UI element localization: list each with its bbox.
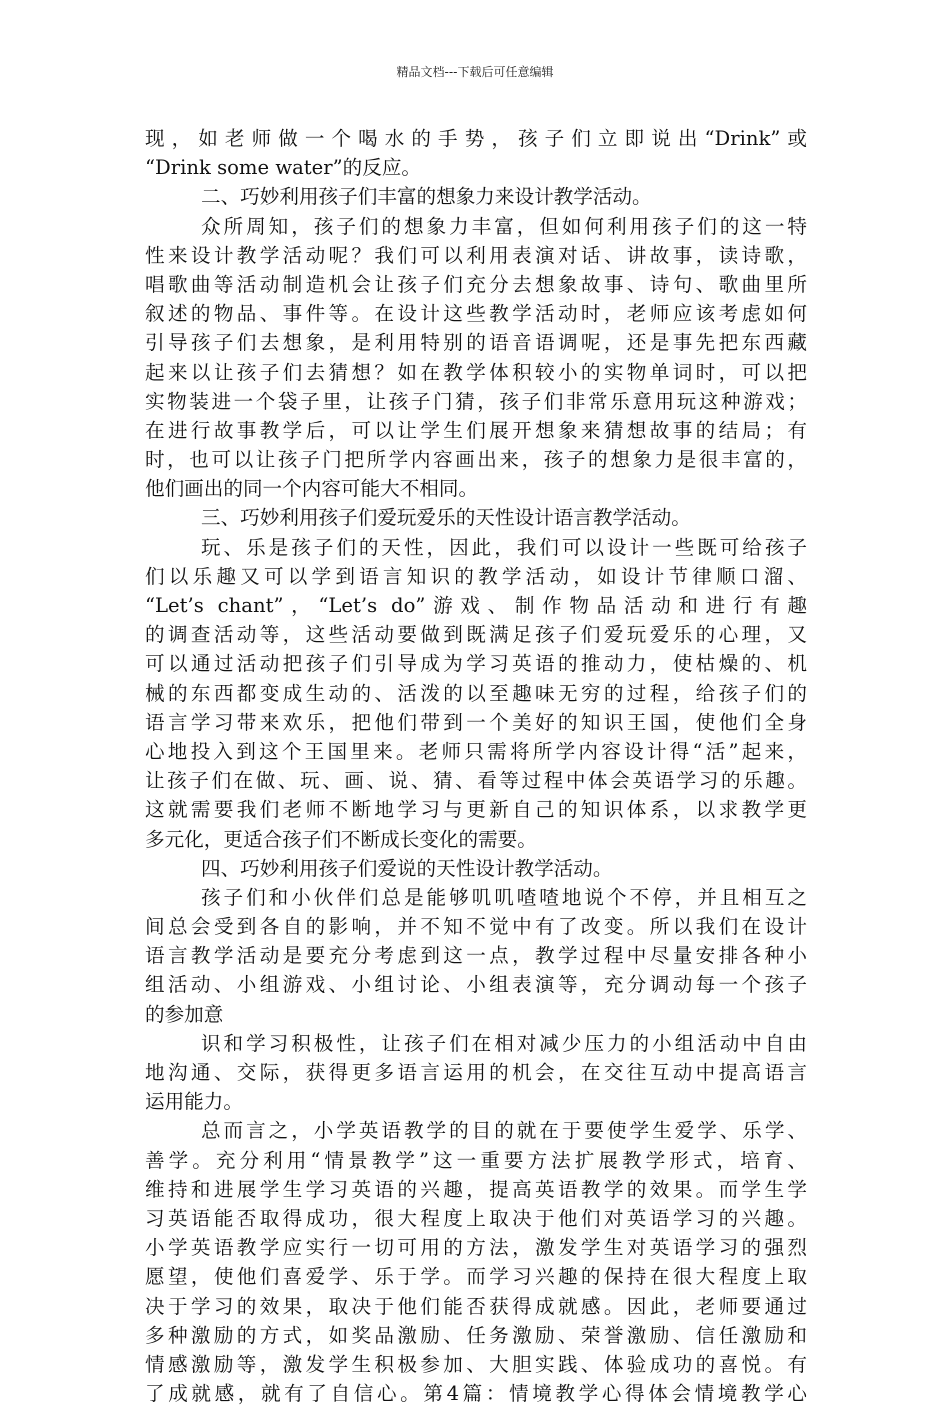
- text-line: 维持和进展学生学习英语的兴趣，提高英语教学的效果。而学生学: [145, 1177, 807, 1201]
- text-line: 小学英语教学应实行一切可用的方法，激发学生对英语学习的强烈: [145, 1236, 807, 1260]
- text-line: “Let’s chant”，“Let’s do”游戏、制作物品活动和进行有趣: [145, 594, 807, 617]
- text-line: 械的东西都变成生动的、活泼的以至趣味无穷的过程，给孩子们的: [145, 681, 807, 705]
- text-line: 地沟通、交际，获得更多语言运用的机会，在交往互动中提高语言: [145, 1061, 807, 1084]
- text-line: 引导孩子们去想象，是利用特别的语音语调呢，还是事先把东西藏: [145, 331, 807, 355]
- text-line: 在进行故事教学后，可以让学生们展开想象来猜想故事的结局；有: [145, 418, 807, 442]
- text-line: 时，也可以让孩子门把所学内容画出来，孩子的想象力是很丰富的，: [145, 448, 807, 472]
- text-line: 多元化，更适合孩子们不断成长变化的需要。: [145, 827, 537, 851]
- text-line: 们以乐趣又可以学到语言知识的教学活动，如设计节律顺口溜、: [145, 564, 807, 588]
- text-line: 语言学习带来欢乐，把他们带到一个美好的知识王国，使他们全身: [145, 710, 807, 734]
- text-line: 的调查活动等，这些活动要做到既满足孩子们爱玩爱乐的心理，又: [145, 623, 807, 647]
- text-line: 间总会受到各自的影响，并不知不觉中有了改变。所以我们在设计: [145, 915, 807, 939]
- text-line: 善学。充分利用“情景教学”这一重要方法扩展教学形式，培育、: [145, 1148, 807, 1172]
- text-line: 了成就感，就有了自信心。第4篇：情境教学心得体会情境教学心: [145, 1382, 807, 1406]
- text-line: 习英语能否取得成功，很大程度上取决于他们对英语学习的兴趣。: [145, 1206, 807, 1230]
- text-line: 二、巧妙利用孩子们丰富的想象力来设计教学活动。: [201, 185, 652, 209]
- text-line: 他们画出的同一个内容可能大不相同。: [145, 477, 479, 501]
- text-line: 愿望，使他们喜爱学、乐于学。而学习兴趣的保持在很大程度上取: [145, 1265, 807, 1289]
- text-line: 可以通过活动把孩子们引导成为学习英语的推动力，使枯燥的、机: [145, 652, 807, 676]
- text-line: 运用能力。: [145, 1090, 243, 1114]
- text-line: 这就需要我们老师不断地学习与更新自己的知识体系，以求教学更: [145, 798, 807, 822]
- text-line: 唱歌曲等活动制造机会让孩子们充分去想象故事、诗句、歌曲里所: [145, 272, 807, 296]
- text-line: 决于学习的效果，取决于他们能否获得成就感。因此，老师要通过: [145, 1294, 807, 1318]
- text-line: 性来设计教学活动呢？我们可以利用表演对话、讲故事，读诗歌，: [145, 243, 807, 267]
- text-line: 的参加意: [145, 1002, 224, 1026]
- text-line: 孩子们和小伙伴们总是能够叽叽喳喳地说个不停，并且相互之: [201, 885, 807, 909]
- text-line: 四、巧妙利用孩子们爱说的天性设计教学活动。: [201, 856, 613, 880]
- text-line: 情感激励等，激发学生积极参加、大胆实践、体验成功的喜悦。有: [145, 1352, 807, 1376]
- text-line: “Drink some water”的反应。: [145, 156, 422, 180]
- text-line: 识和学习积极性，让孩子们在相对减少压力的小组活动中自由: [201, 1031, 807, 1055]
- text-line: 总而言之，小学英语教学的目的就在于要使学生爱学、乐学、: [201, 1119, 807, 1143]
- text-line: 三、巧妙利用孩子们爱玩爱乐的天性设计语言教学活动。: [201, 506, 691, 530]
- text-line: 心地投入到这个王国里来。老师只需将所学内容设计得“活”起来，: [145, 739, 807, 763]
- text-line: 组活动、小组游戏、小组讨论、小组表演等，充分调动每一个孩子: [145, 973, 807, 997]
- text-line: 起来以让孩子们去猜想？如在教学体积较小的实物单词时，可以把: [145, 360, 807, 384]
- text-line: 众所周知，孩子们的想象力丰富，但如何利用孩子们的这一特: [201, 214, 807, 238]
- text-line: 玩、乐是孩子们的天性，因此，我们可以设计一些既可给孩子: [201, 535, 807, 559]
- text-line: 叙述的物品、事件等。在设计这些教学活动时，老师应该考虑如何: [145, 302, 807, 326]
- document-body: [145, 124, 807, 1408]
- text-line: 实物装进一个袋子里，让孩子门猜，孩子们非常乐意用玩这种游戏；: [145, 389, 807, 413]
- text-line: 多种激励的方式，如奖品激励、任务激励、荣誉激励、信任激励和: [145, 1323, 807, 1347]
- text-line: 语言教学活动是要充分考虑到这一点，教学过程中尽量安排各种小: [145, 944, 807, 968]
- page-header: 精品文档---下载后可任意编辑: [396, 65, 554, 79]
- text-line: 让孩子们在做、玩、画、说、猜、看等过程中体会英语学习的乐趣。: [145, 769, 807, 793]
- text-line: 现，如老师做一个喝水的手势，孩子们立即说出“Drink”或: [145, 127, 807, 150]
